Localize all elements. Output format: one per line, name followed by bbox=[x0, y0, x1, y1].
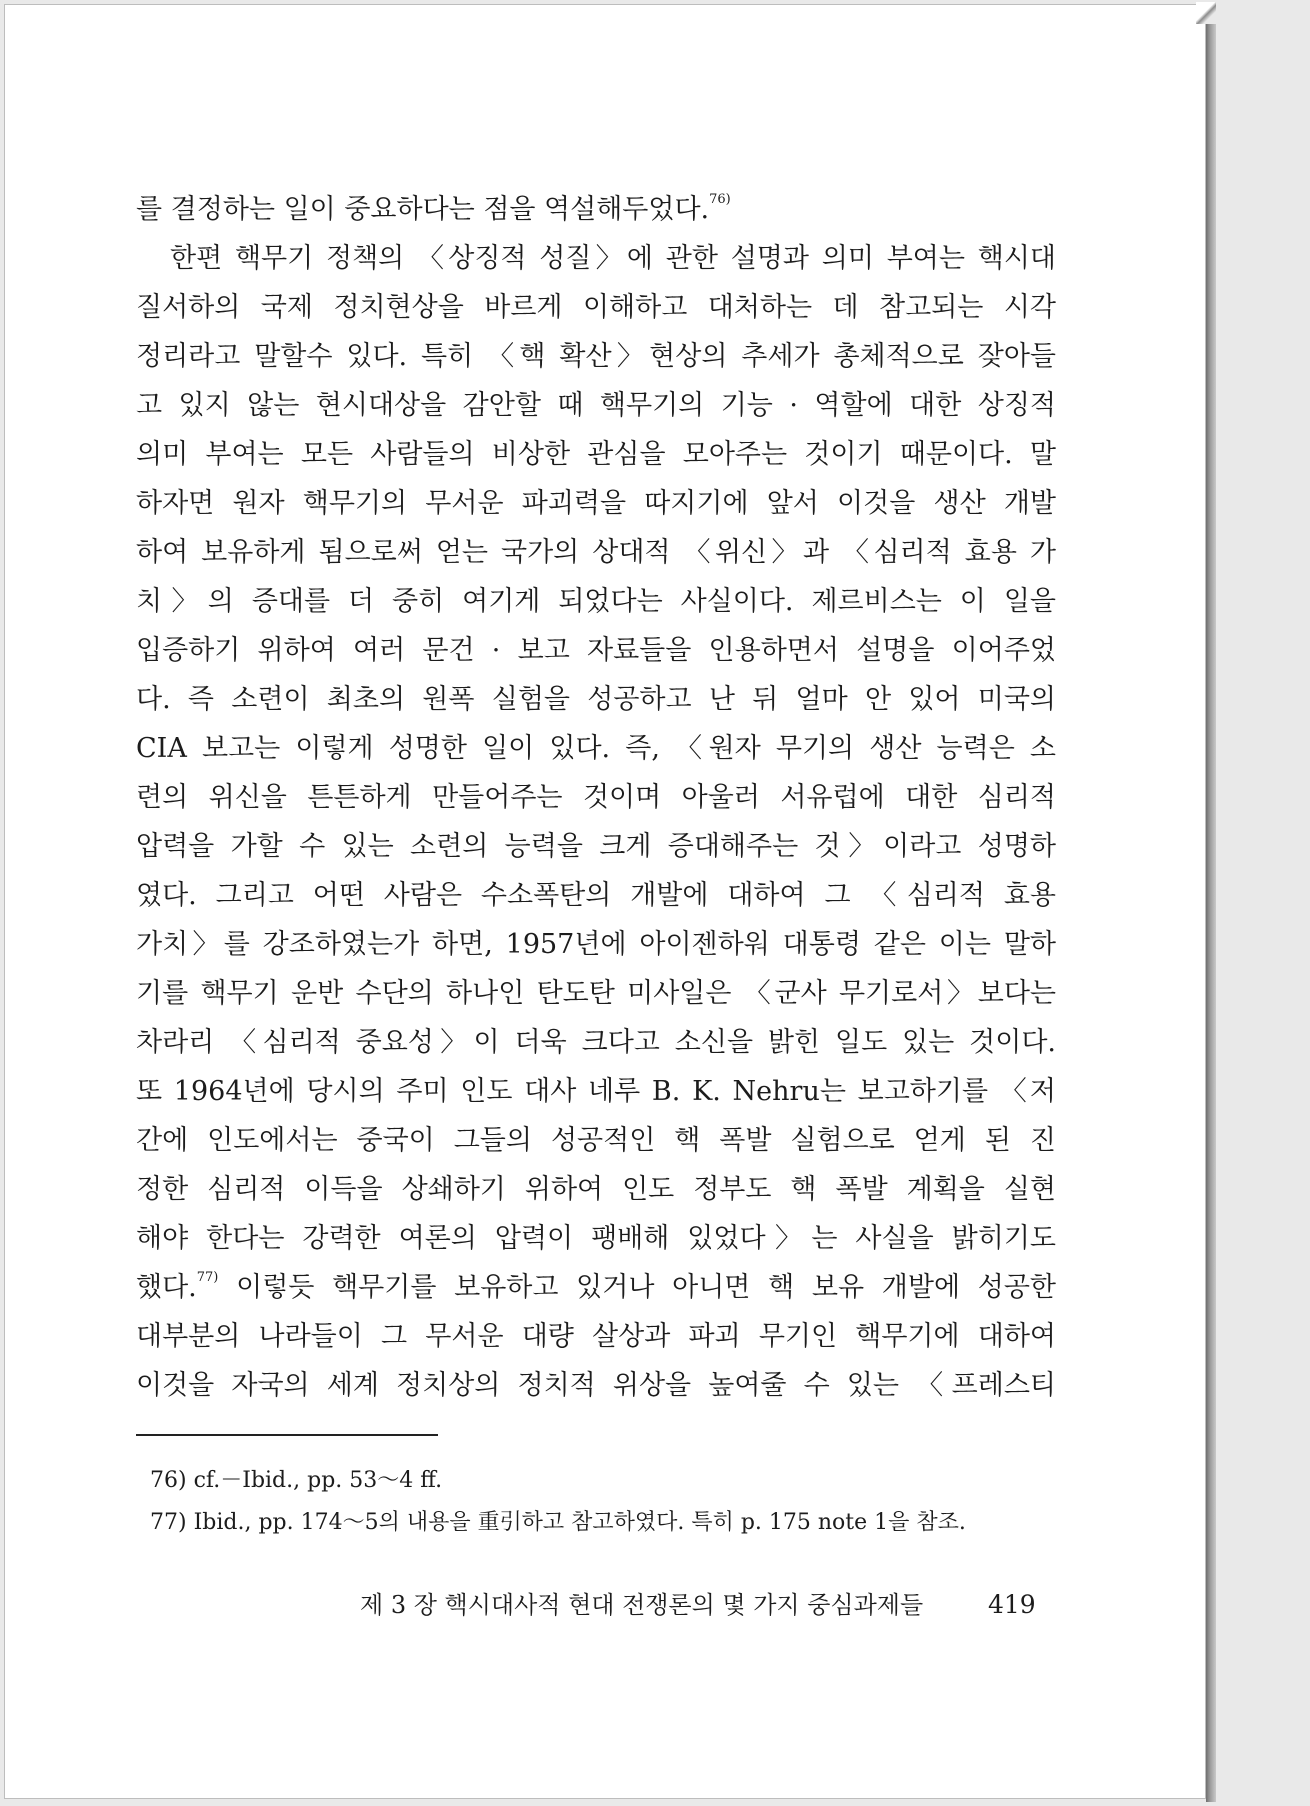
footnote-text: Ibid., pp. 174～5의 내용을 重引하고 참고하였다. 특히 p. 175 note 1을 참조. bbox=[193, 1510, 966, 1535]
text-line: 또 1964년에 당시의 주미 인도 대사 네루 B. K. Nehru는 보고하기를 〈저 bbox=[136, 1076, 1056, 1107]
text-line: 간에 인도에서는 중국이 그들의 성공적인 핵 폭발 실험으로 얻게 된 진 bbox=[136, 1125, 1056, 1156]
running-footer: 제 3 장 핵시대사적 현대 전쟁론의 몇 가지 중심과제들 bbox=[360, 1591, 924, 1619]
footnote-76 bbox=[150, 1460, 1050, 1502]
text-line: 정리라고 말할수 있다. 특히 〈핵 확산〉현상의 추세가 총체적으로 잦아들 bbox=[136, 341, 1056, 372]
text-line: 를 결정하는 일이 중요하다는 점을 역설해두었다.$^{76)}$ bbox=[136, 192, 731, 225]
footnotes bbox=[150, 1460, 1050, 1544]
text-line: 정한 심리적 이득을 상쇄하기 위하여 인도 정부도 핵 폭발 계획을 실현 bbox=[136, 1174, 1056, 1205]
text-line: 압력을 가할 수 있는 소련의 능력을 크게 증대해주는 것〉이라고 성명하 bbox=[136, 831, 1056, 862]
footnote-77 bbox=[150, 1502, 1050, 1544]
footnote-ref-77[interactable]: 77) bbox=[196, 1270, 219, 1285]
text-line: 이것을 자국의 세계 정치상의 정치적 위상을 높여줄 수 있는 〈프레스티 bbox=[136, 1370, 1056, 1401]
text-line: 했다.$^{77)}$ 이렇듯 핵무기를 보유하고 있거나 아니면 핵 보유 개발에 성공한 bbox=[136, 1270, 1056, 1303]
page-edge-shadow bbox=[1206, 10, 1216, 1802]
text-line: 질서하의 국제 정치현상을 바르게 이해하고 대처하는 데 참고되는 시각 bbox=[136, 292, 1056, 323]
text-line: 가치〉를 강조하였는가 하면, 1957년에 아이젠하워 대통령 같은 이는 말하 bbox=[136, 929, 1056, 960]
page-corner-curl bbox=[1196, 2, 1216, 24]
text-line: 고 있지 않는 현시대상을 감안할 때 핵무기의 기능 · 역할에 대한 상징적 bbox=[136, 390, 1056, 421]
text-line: 하여 보유하게 됨으로써 얻는 국가의 상대적 〈위신〉과 〈심리적 효용 가 bbox=[136, 537, 1056, 568]
text-line: 기를 핵무기 운반 수단의 하나인 탄도탄 미사일은 〈군사 무기로서〉보다는 bbox=[136, 978, 1056, 1009]
body-text bbox=[136, 185, 1056, 1410]
text-line: 련의 위신을 튼튼하게 만들어주는 것이며 아울러 서유럽에 대한 심리적 bbox=[136, 782, 1056, 813]
text-line: 치〉의 증대를 더 중히 여기게 되었다는 사실이다. 제르비스는 이 일을 bbox=[136, 586, 1056, 617]
page-number: 419 bbox=[988, 1590, 1036, 1619]
text-line: 차라리 〈심리적 중요성〉이 더욱 크다고 소신을 밝힌 일도 있는 것이다. bbox=[136, 1027, 1056, 1058]
text-line: 하자면 원자 핵무기의 무서운 파괴력을 따지기에 앞서 이것을 생산 개발 bbox=[136, 488, 1056, 519]
footnote-text: cf.－Ibid., pp. 53～4 ff. bbox=[193, 1468, 443, 1493]
text-line: 였다. 그리고 어떤 사람은 수소폭탄의 개발에 대하여 그 〈심리적 효용 bbox=[136, 880, 1056, 911]
text-line: 한편 핵무기 정책의 〈상징적 성질〉에 관한 설명과 의미 부여는 핵시대 bbox=[170, 243, 1056, 274]
footnote-number: 77) bbox=[150, 1510, 187, 1535]
text-line: CIA 보고는 이렇게 성명한 일이 있다. 즉, 〈원자 무기의 생산 능력은 소 bbox=[136, 733, 1056, 764]
text-line: 해야 한다는 강력한 여론의 압력이 팽배해 있었다〉는 사실을 밝히기도 bbox=[136, 1223, 1056, 1254]
text-line: 의미 부여는 모든 사람들의 비상한 관심을 모아주는 것이기 때문이다. 말 bbox=[136, 439, 1056, 470]
text-line: 입증하기 위하여 여러 문건 · 보고 자료들을 인용하면서 설명을 이어주었 bbox=[136, 635, 1056, 666]
text-line: 대부분의 나라들이 그 무서운 대량 살상과 파괴 무기인 핵무기에 대하여 bbox=[136, 1321, 1056, 1352]
footnote-ref-76[interactable]: 76) bbox=[709, 192, 731, 207]
text-line: 다. 즉 소련이 최초의 원폭 실험을 성공하고 난 뒤 얼마 안 있어 미국의 bbox=[136, 684, 1056, 715]
footnote-number: 76) bbox=[150, 1468, 187, 1493]
footnote-divider bbox=[136, 1434, 438, 1436]
